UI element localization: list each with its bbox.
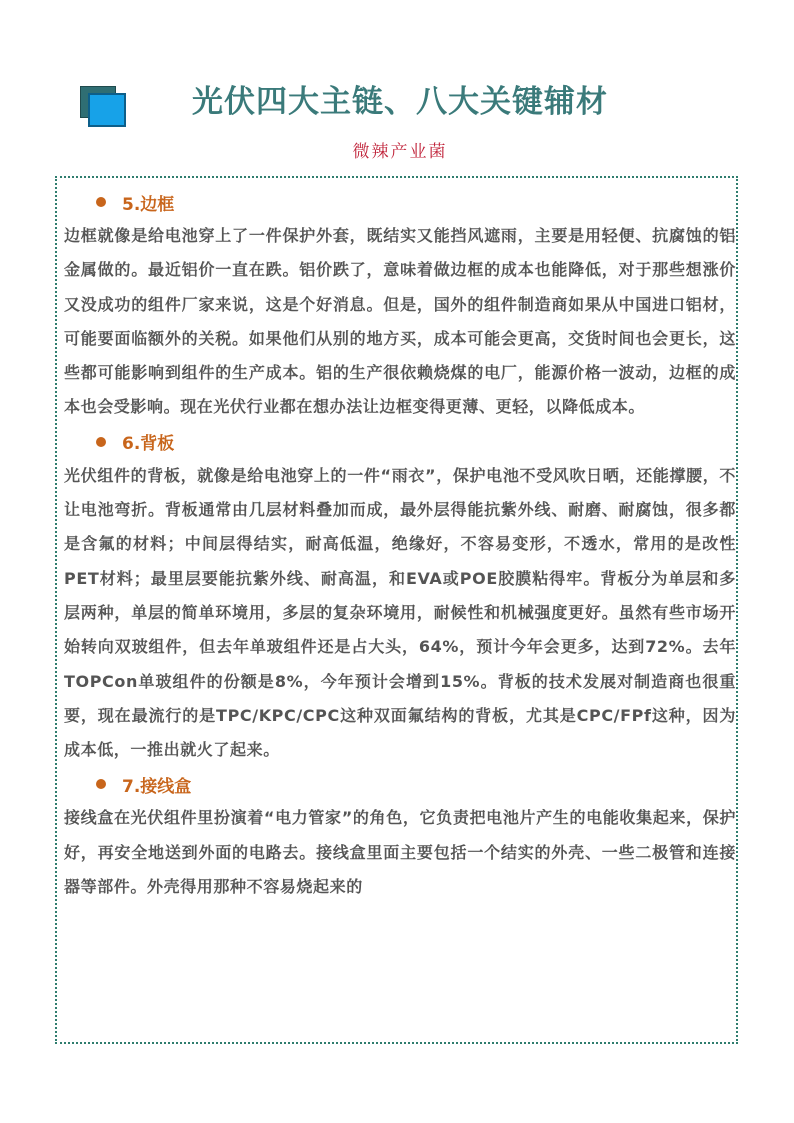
section-heading-frame [64,185,736,219]
section-heading-backsheet [64,425,736,459]
author-label: 微辣产业菌 [352,142,448,162]
section-title: 6.背板 [122,434,175,455]
bullet-icon [96,197,106,207]
page-title: 光伏四大主链、八大关键辅材 [192,84,608,120]
section-title: 7.接线盒 [122,776,192,797]
logo-icon [80,86,126,126]
section-paragraph: 边框就像是给电池穿上了一件保护外套，既结实又能挡风遮雨，主要是用轻便、抗腐蚀的铝金属做的。最近铝价一直在跌。铝价跌了，意味着做边框的成本也能降低，对于那些想涨价又没成功的组件厂家来说，这是个好消息。但是，国外的组件制造商如果从中国进口铝材，可能要面临额外的关税。如果他们从别的地方买，成本可能会更高，交货时间也会更长，这些都可能影响到组件的生产成本。铝的生产很依赖烧煤的电厂，能源价格一波动，边框的成本也会受影响。现在光伏行业都在想办法让边框变得更薄、更轻，以降低成本。 [64,226,736,417]
bullet-icon [96,779,106,789]
article-body [64,185,736,904]
section-paragraph: 光伏组件的背板，就像是给电池穿上的一件“雨衣”，保护电池不受风吹日晒，还能撑腰，不让电池弯折。背板通常由几层材料叠加而成，最外层得能抗紫外线、耐磨、耐腐蚀，很多都是含氟的材料；中间层得结实，耐高低温，绝缘好，不容易变形，不透水，常用的是改性PET材料；最里层要能抗紫外线、耐高温，和EVA或POE胶膜粘得牢。背板分为单层和多层两种，单层的简单环境用，多层的复杂环境用，耐候性和机械强度更好。虽然有些市场开始转向双玻组件，但去年单玻组件还是占大头，64%，预计今年会更多，达到72%。去年TOPCon单玻组件的份额是8%，今年预计会增到15%。背板的技术发展对制造商也很重要，现在最流行的是TPC/KPC/CPC这种双面氟结构的背板，尤其是CPC/FPf这种，因为成本低，一推出就火了起来。 [64,465,736,760]
section-paragraph: 接线盒在光伏组件里扮演着“电力管家”的角色，它负责把电池片产生的电能收集起来，保护好，再安全地送到外面的电路去。接线盒里面主要包括一个结实的外壳、一些二极管和连接器等部件。外壳得用那种不容易烧起来的 [64,808,736,897]
bullet-icon [96,437,106,447]
section-heading-junction-box [64,767,736,801]
section-title: 5.边框 [122,194,175,215]
